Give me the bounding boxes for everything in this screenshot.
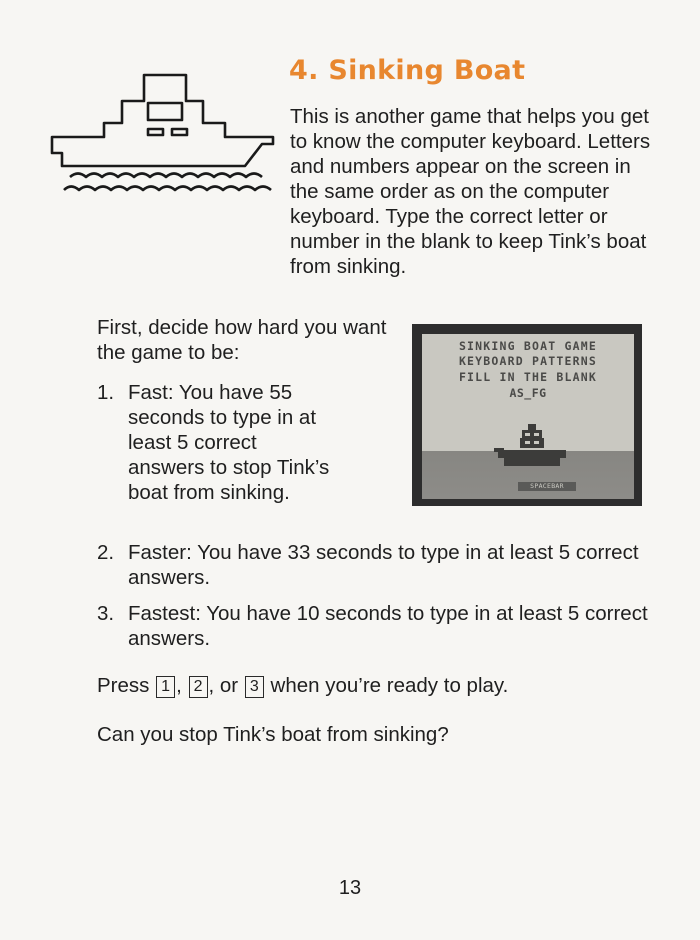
difficulty-prompt: First, decide how hard you want the game to be: <box>97 316 387 364</box>
key-1: 1 <box>156 676 175 698</box>
press-instruction <box>97 673 508 699</box>
level-item <box>97 540 657 590</box>
screen-line-title: SINKING BOAT GAME <box>458 339 598 353</box>
level-text: Fast: You have 55 seconds to type in at least 5 correct answers to stop Tink’s boat from sinking. <box>128 381 330 504</box>
screen-line-subtitle: KEYBOARD PATTERNS <box>458 354 598 368</box>
level-text: Fastest: You have 10 seconds to type in at least 5 correct answers. <box>128 602 648 650</box>
intro-paragraph: This is another game that helps you get to know the computer keyboard. Letters and numbers appear on the screen in the same order as on the computer keyboard. Type the correct letter or number in the blank to keep Tink’s boat from sinking. <box>290 105 651 278</box>
press-suffix: when you’re ready to play. <box>270 674 509 697</box>
press-prefix: Press <box>97 674 150 697</box>
section-title: 4. Sinking Boat <box>289 55 526 86</box>
press-separator: , or <box>208 674 239 697</box>
key-2: 2 <box>189 676 208 698</box>
screen-ship-icon <box>492 424 572 468</box>
key-3: 3 <box>245 676 264 698</box>
boat-outline-icon <box>40 65 275 200</box>
level-text: Faster: You have 33 seconds to type in at least 5 correct answers. <box>128 541 639 589</box>
press-separator: , <box>176 674 182 697</box>
game-screenshot <box>412 324 642 506</box>
game-screen <box>422 334 634 499</box>
closing-question: Can you stop Tink’s boat from sinking? <box>97 723 449 746</box>
screen-line-puzzle: AS_FG <box>509 386 547 400</box>
screen-line-instruction: FILL IN THE BLANK <box>458 370 598 384</box>
spacebar-label: SPACEBAR <box>518 482 576 491</box>
level-item <box>97 601 657 651</box>
level-number: 3. <box>97 602 115 625</box>
level-item <box>97 380 357 505</box>
level-number: 2. <box>97 541 115 564</box>
level-number: 1. <box>97 381 115 404</box>
page-number: 13 <box>338 877 362 899</box>
